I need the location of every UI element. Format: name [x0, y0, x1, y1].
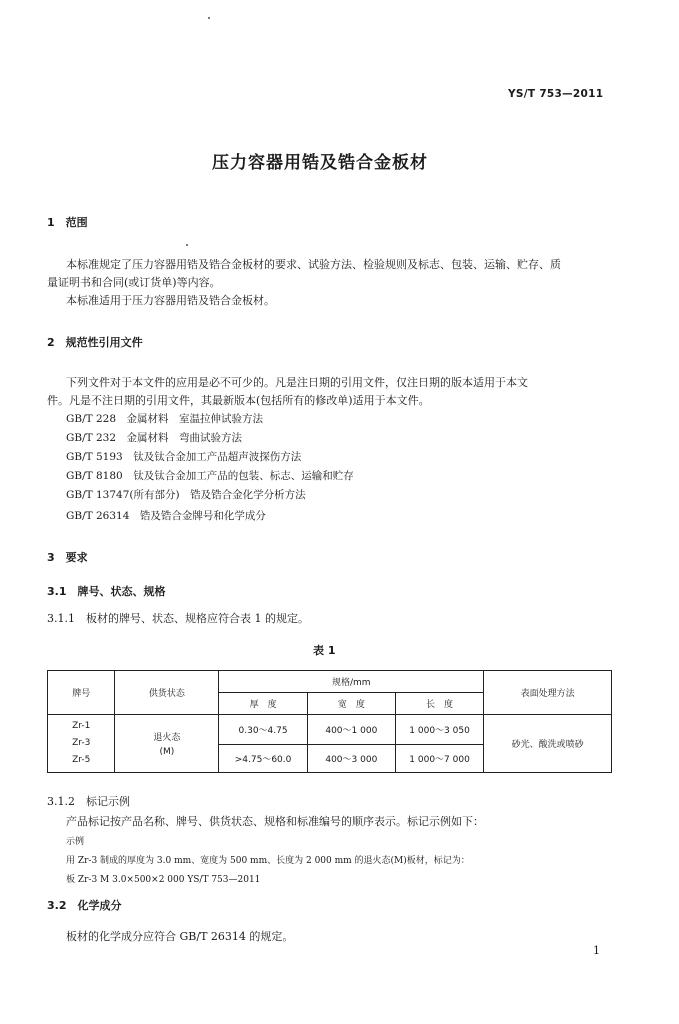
reference-item: GB/T 8180 钛及钛合金加工产品的包装、标志、运输和贮存: [66, 470, 354, 482]
section-2-para-1a: 下列文件对于本文件的应用是必不可少的。凡是注日期的引用文件，仅注日期的版本适用于本文: [66, 376, 528, 389]
grade-zr5: Zr-5: [72, 755, 91, 765]
row2-width: 400～3 000: [307, 745, 395, 773]
page-number: 1: [593, 944, 600, 957]
state-cell: [115, 715, 219, 773]
spec-table: [47, 670, 612, 773]
surface-cell: 砂光、酸洗或喷砂: [484, 715, 612, 773]
reference-item: GB/T 232 金属材料 弯曲试验方法: [66, 432, 243, 444]
row1-thickness: 0.30～4.75: [219, 715, 307, 745]
row2-thickness: >4.75～60.0: [219, 745, 307, 773]
section-3-1-heading: 3.1 牌号、状态、规格: [47, 585, 166, 598]
reference-item: GB/T 5193 钛及钛合金加工产品超声波探伤方法: [66, 451, 302, 463]
section-3-2-heading: 3.2 化学成分: [47, 899, 122, 912]
header-state: 供货状态: [115, 671, 219, 715]
section-3-1-2-text: 产品标记按产品名称、牌号、供货状态、规格和标准编号的顺序表示。标记示例如下：: [66, 815, 484, 828]
grade-cell: [48, 715, 115, 773]
section-3-heading: 3 要求: [47, 551, 88, 564]
row2-length: 1 000～7 000: [395, 745, 483, 773]
header-length: 长 度: [395, 693, 483, 715]
standard-number: YS/T 753—2011: [508, 88, 604, 100]
header-spec: 规格/mm: [219, 671, 484, 693]
row1-width: 400～1 000: [307, 715, 395, 745]
table-caption: 表 1: [313, 644, 336, 657]
example-mark: 板 Zr-3 M 3.0×500×2 000 YS/T 753—2011: [66, 875, 261, 885]
row1-length: 1 000～3 050: [395, 715, 483, 745]
grade-zr1: Zr-1: [72, 721, 91, 731]
document-title: 压力容器用锆及锆合金板材: [212, 153, 428, 173]
section-3-1-1-text: 3.1.1 板材的牌号、状态、规格应符合表 1 的规定。: [47, 612, 309, 625]
reference-item: GB/T 228 金属材料 室温拉伸试验方法: [66, 413, 264, 425]
reference-item: GB/T 26314 锆及锆合金牌号和化学成分: [66, 510, 266, 522]
grade-zr3: Zr-3: [72, 738, 91, 748]
section-3-2-text: 板材的化学成分应符合 GB/T 26314 的规定。: [66, 930, 294, 943]
header-thickness: 厚 度: [219, 693, 307, 715]
section-1-heading: 1 范围: [47, 216, 88, 229]
header-surface: 表面处理方法: [484, 671, 612, 715]
scan-speck: [186, 244, 188, 246]
section-1-para-2: 本标准适用于压力容器用锆及锆合金板材。: [66, 294, 275, 307]
example-line: 用 Zr-3 制成的厚度为 3.0 mm、宽度为 500 mm、长度为 2 000 mm 的退火态(M)板材，标记为：: [66, 856, 470, 866]
section-2-para-1b: 件。凡是不注日期的引用文件，其最新版本(包括所有的修改单)适用于本文件。: [47, 394, 430, 407]
scan-speck: [208, 17, 210, 19]
section-1-para-1a: 本标准规定了压力容器用锆及锆合金板材的要求、试验方法、检验规则及标志、包装、运输、贮存、质: [66, 258, 561, 271]
section-2-heading: 2 规范性引用文件: [47, 336, 143, 349]
reference-item: GB/T 13747(所有部分) 锆及锆合金化学分析方法: [66, 489, 306, 501]
state-code: (M): [159, 747, 175, 757]
example-label: 示例: [66, 837, 85, 847]
state-name: 退火态: [153, 733, 181, 743]
header-width: 宽 度: [307, 693, 395, 715]
header-grade: 牌号: [48, 671, 115, 715]
section-1-para-1b: 量证明书和合同(或订货单)等内容。: [47, 276, 221, 289]
section-3-1-2-heading: 3.1.2 标记示例: [47, 795, 130, 808]
